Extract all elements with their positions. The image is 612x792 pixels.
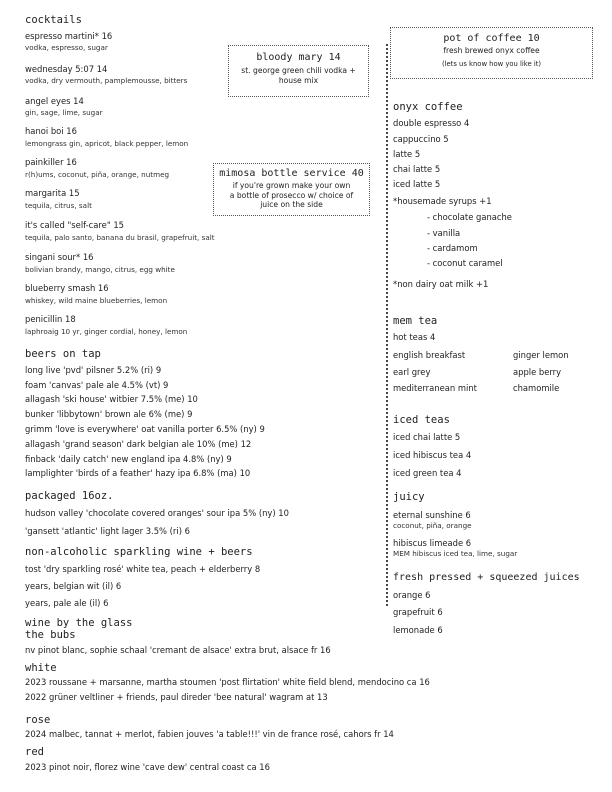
coffee-item: latte 5	[393, 149, 421, 159]
bloody-mary-title: bloody mary 14	[256, 52, 341, 63]
cocktail-desc: whiskey, wild maine blueberries, lemon	[25, 296, 168, 305]
juicy-name: hibiscus limeade 6	[393, 538, 472, 548]
cocktail-name: margarita 15	[25, 188, 80, 198]
packaged-item: hudson valley 'chocolate covered oranges' sour ipa 5% (ny) 10	[25, 508, 289, 518]
juicy-desc: coconut, piña, orange	[393, 521, 472, 530]
packaged-item: 'gansett 'atlantic' light lager 3.5% (ri) 6	[25, 526, 190, 536]
beer-item: finback 'daily catch' new england ipa 4.8% (ny) 9	[25, 454, 232, 464]
coffee-item: iced latte 5	[393, 179, 441, 189]
non-alcoholic-item: years, pale ale (il) 6	[25, 598, 109, 608]
beer-item: long live 'pvd' pilsner 5.2% (ri) 9	[25, 365, 162, 375]
cocktail-desc: tequila, palo santo, banana du brasil, grapefruit, salt	[25, 233, 215, 242]
iced-teas-heading: iced teas	[393, 414, 450, 426]
cocktail-name: it's called "self-care" 15	[25, 220, 124, 230]
mimosa-desc-line: juice on the side	[260, 200, 323, 209]
cocktail-desc: tequila, citrus, salt	[25, 201, 92, 210]
cocktail-name: singani sour* 16	[25, 252, 94, 262]
wine-item: nv pinot blanc, sophie schaal 'cremant de alsace' extra brut, alsace fr 16	[25, 645, 331, 655]
tea-item: english breakfast	[393, 350, 466, 360]
oat-milk-note: *non dairy oat milk +1	[393, 279, 489, 289]
tea-item: mediterranean mint	[393, 383, 477, 393]
mem-tea-heading: mem tea	[393, 315, 438, 327]
mimosa-box	[213, 163, 370, 216]
coffee-item: double espresso 4	[393, 118, 470, 128]
cocktail-name: espresso martini* 16	[25, 31, 113, 41]
mimosa-desc-line: if you're grown make your own	[232, 181, 351, 190]
cocktails-heading: cocktails	[25, 14, 82, 26]
fresh-juices-heading: fresh pressed + squeezed juices	[393, 572, 580, 583]
non-alcoholic-item: years, belgian wit (il) 6	[25, 581, 122, 591]
mimosa-desc-line: a bottle of prosecco w/ choice of	[229, 190, 354, 200]
pot-of-coffee-title: pot of coffee 10	[443, 33, 540, 44]
cocktail-desc: vodka, dry vermouth, pamplemousse, bitters	[25, 76, 188, 85]
cocktail-desc: r(h)ums, coconut, piña, orange, nutmeg	[25, 170, 170, 179]
syrup-item: - coconut caramel	[427, 258, 503, 268]
iced-tea-item: iced chai latte 5	[393, 432, 461, 442]
juicy-desc: MEM hibiscus iced tea, lime, sugar	[393, 549, 518, 558]
hot-teas: hot teas 4	[393, 332, 436, 342]
cocktail-name: hanoi boi 16	[25, 126, 77, 136]
beer-item: foam 'canvas' pale ale 4.5% (vt) 9	[25, 380, 169, 390]
fresh-juice-item: orange 6	[393, 590, 431, 600]
beer-item: grimm 'love is everywhere' oat vanilla porter 6.5% (ny) 9	[25, 424, 265, 434]
bubs-heading: the bubs	[25, 629, 76, 641]
wine-item: 2023 pinot noir, florez wine 'cave dew' central coast ca 16	[25, 762, 270, 772]
cocktail-desc: bolivian brandy, mango, citrus, egg white	[25, 265, 175, 274]
beers-heading: beers on tap	[25, 348, 101, 360]
syrup-item: - vanilla	[427, 228, 461, 238]
beer-item: allagash 'ski house' witbier 7.5% (me) 10	[25, 394, 198, 404]
bloody-mary-desc: st. george green chili vodka + house mix	[241, 66, 356, 85]
wine-item: 2023 roussane + marsanne, martha stoumen 'post flirtation' white field blend, mendocino ca 16	[25, 677, 430, 687]
white-heading: white	[25, 662, 57, 674]
juicy-heading: juicy	[393, 491, 425, 503]
fresh-juice-item: grapefruit 6	[393, 607, 443, 617]
tea-item: chamomile	[513, 383, 560, 393]
red-heading: red	[25, 746, 44, 758]
tea-item: earl grey	[393, 367, 431, 377]
tea-item: apple berry	[513, 367, 562, 377]
juicy-name: eternal sunshine 6	[393, 510, 471, 520]
iced-tea-item: iced green tea 4	[393, 468, 462, 478]
syrup-item: - chocolate ganache	[427, 212, 512, 222]
pot-of-coffee-desc: fresh brewed onyx coffee	[443, 46, 540, 55]
rose-heading: rose	[25, 714, 51, 726]
cocktail-name: angel eyes 14	[25, 96, 84, 106]
coffee-item: chai latte 5	[393, 164, 441, 174]
pot-of-coffee-note: (lets us know how you like it)	[441, 59, 542, 68]
mimosa-title: mimosa bottle service 40	[219, 168, 364, 179]
packaged-heading: packaged 16oz.	[25, 490, 114, 502]
wine-item: 2024 malbec, tannat + merlot, fabien jouves 'a table!!!' vin de france rosé, cahors fr 14	[25, 729, 394, 739]
cocktail-desc: laphroaig 10 yr, ginger cordial, honey, lemon	[25, 327, 188, 336]
cocktail-name: painkiller 16	[25, 157, 77, 167]
pot-of-coffee-box	[390, 27, 593, 79]
cocktail-desc: vodka, espresso, sugar	[25, 43, 108, 52]
syrup-item: - cardamom	[427, 243, 478, 253]
non-alcoholic-item: tost 'dry sparkling rosé' white tea, peach + elderberry 8	[25, 564, 261, 574]
beer-item: lamplighter 'birds of a feather' hazy ipa 6.8% (ma) 10	[25, 468, 251, 478]
bloody-mary-box	[228, 45, 369, 97]
cocktail-desc: gin, sage, lime, sugar	[25, 108, 103, 117]
cocktail-name: penicillin 18	[25, 314, 76, 324]
column-divider	[386, 44, 388, 606]
tea-item: ginger lemon	[513, 350, 569, 360]
fresh-juice-item: lemonade 6	[393, 625, 443, 635]
cocktail-name: wednesday 5:07 14	[25, 64, 108, 74]
non-alcoholic-heading: non-alcoholic sparkling wine + beers	[25, 546, 253, 558]
wine-heading: wine by the glass	[25, 617, 133, 629]
coffee-item: cappuccino 5	[393, 134, 449, 144]
cocktail-desc: lemongrass gin, apricot, black pepper, lemon	[25, 139, 189, 148]
onyx-heading: onyx coffee	[393, 101, 463, 113]
beer-item: allagash 'grand season' dark belgian ale 10% (me) 12	[25, 439, 252, 449]
syrups-heading: *housemade syrups +1	[393, 196, 492, 206]
cocktail-name: blueberry smash 16	[25, 283, 109, 293]
beer-item: bunker 'libbytown' brown ale 6% (me) 9	[25, 409, 193, 419]
wine-item: 2022 grüner veltliner + friends, paul direder 'bee natural' wagram at 13	[25, 692, 328, 702]
iced-tea-item: iced hibiscus tea 4	[393, 450, 472, 460]
